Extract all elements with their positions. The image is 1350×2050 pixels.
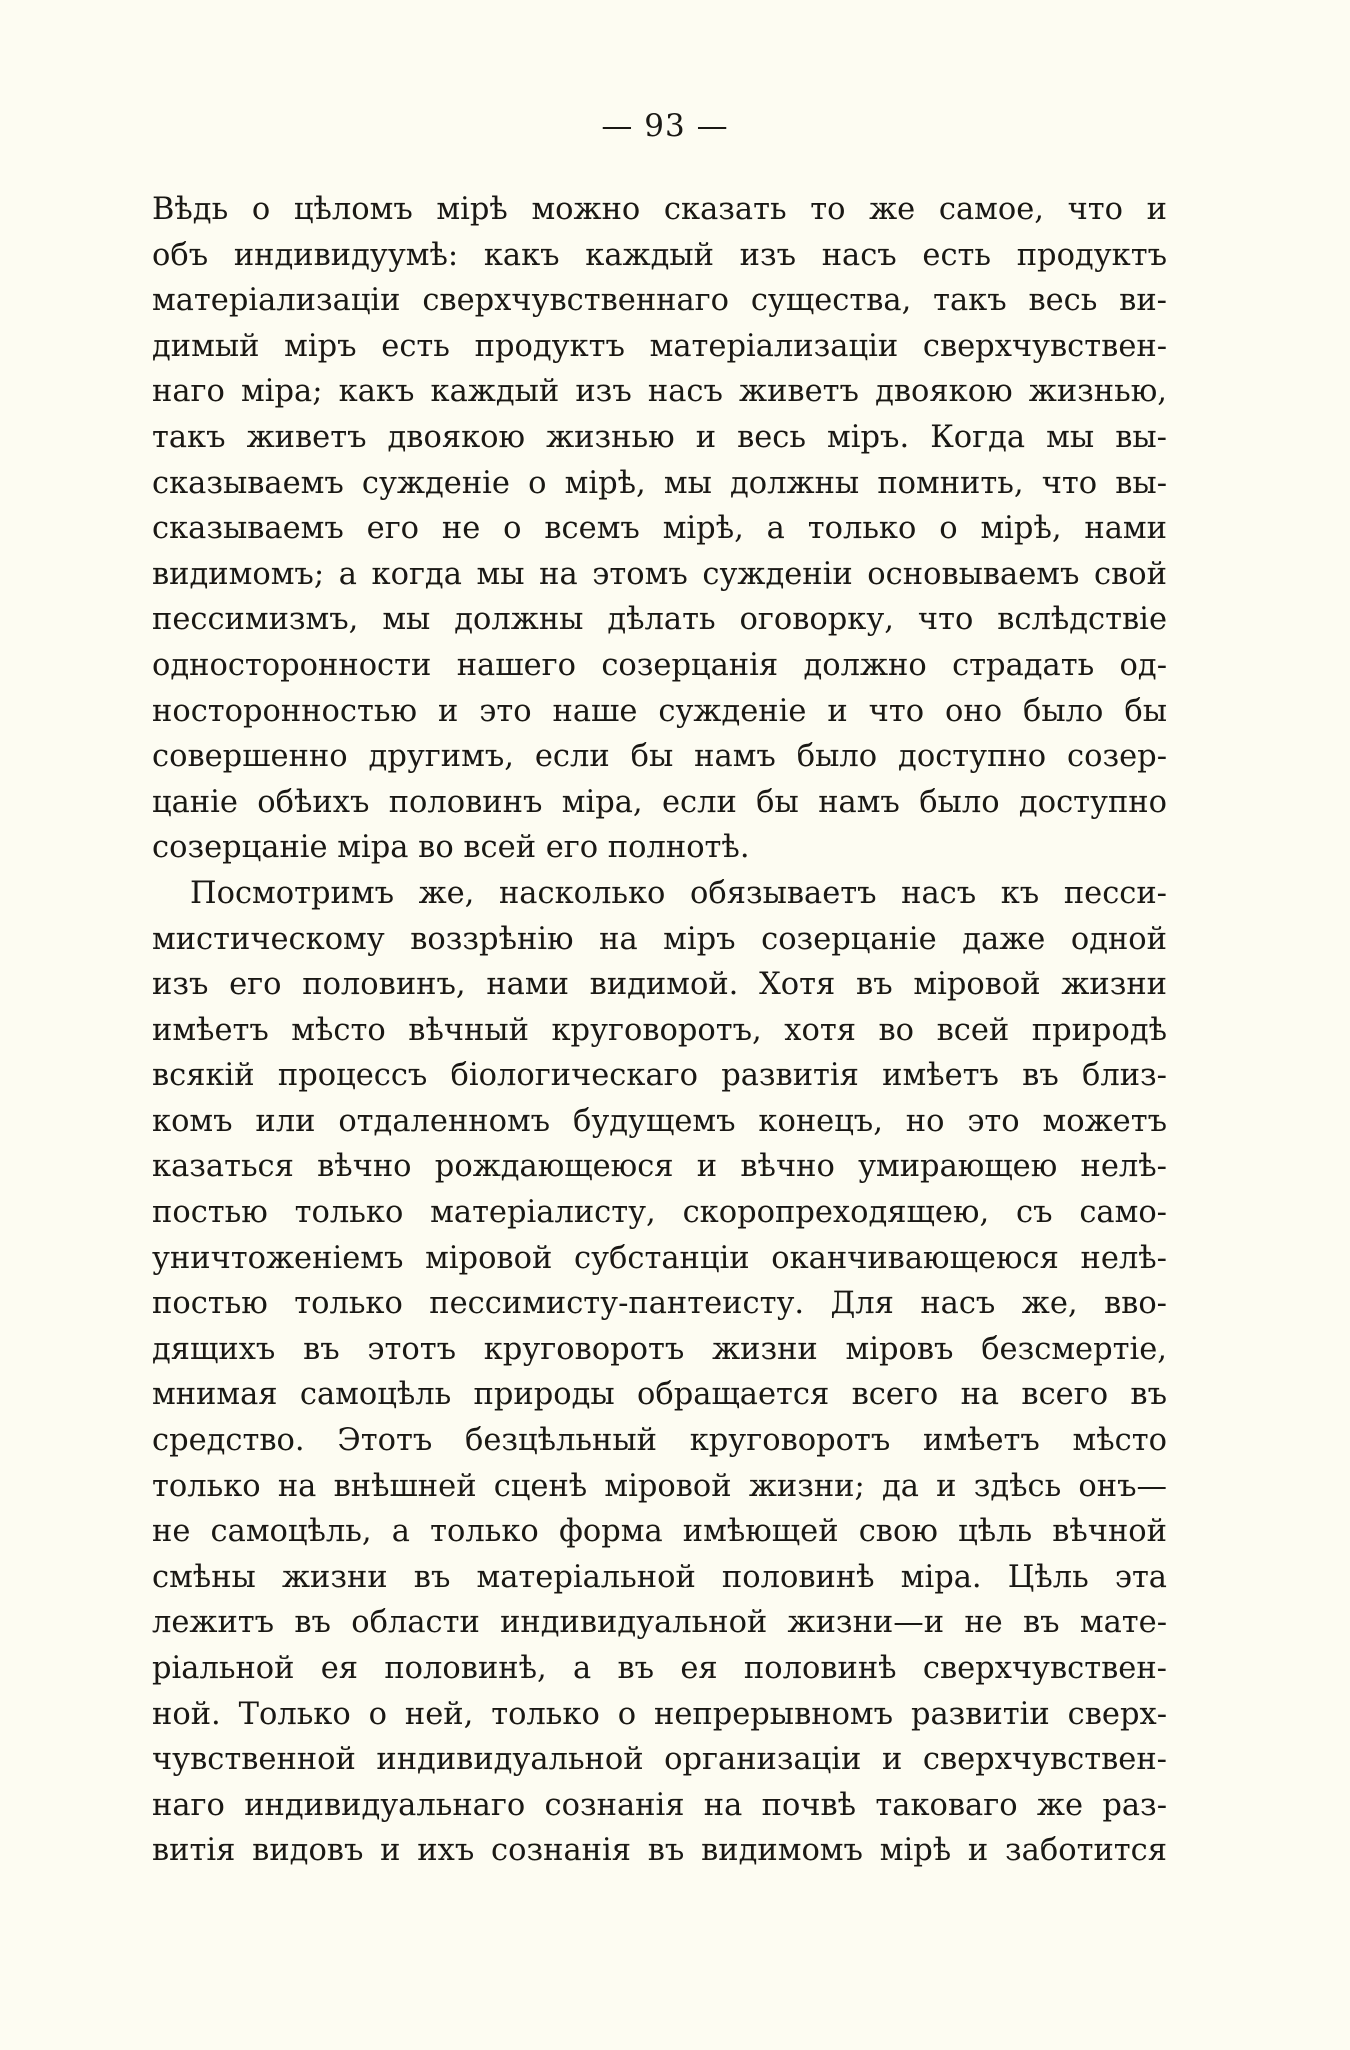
text-line: постью только матеріалисту, скоропреходящею, съ само- [152,1195,1167,1231]
text-line: только на внѣшней сценѣ міровой жизни; да и здѣсь онъ— [152,1468,1167,1504]
body-text [152,187,1167,1874]
paragraph [152,187,1167,871]
text-line: не самоцѣль, а только форма имѣющей свою цѣль вѣчной [152,1514,1167,1550]
text-line: изъ его половинъ, нами видимой. Хотя въ міровой жизни [152,967,1167,1003]
text-line: наго міра; какъ каждый изъ насъ живетъ двоякою жизнью, [152,374,1167,410]
text-line: витія видовъ и ихъ сознанія въ видимомъ мірѣ и заботится [152,1833,1167,1869]
text-line: носторонностью и это наше сужденіе и что оно было бы [152,693,1167,729]
text-line: сказываемъ сужденіе о мірѣ, мы должны помнить, что вы- [152,465,1167,501]
text-line: дящихъ въ этотъ круговоротъ жизни міровъ безсмертіе, [152,1331,1167,1367]
text-line: всякій процессъ біологическаго развитія имѣетъ въ близ- [152,1058,1167,1094]
text-line: ной. Только о ней, только о непрерывномъ развитіи сверх- [152,1696,1167,1732]
text-line: постью только пессимисту-пантеисту. Для насъ же, вво- [152,1286,1167,1322]
text-line: смѣны жизни въ матеріальной половинѣ міра. Цѣль эта [152,1559,1167,1595]
text-line: мнимая самоцѣль природы обращается всего на всего въ [152,1377,1167,1413]
text-line: такъ живетъ двоякою жизнью и весь міръ. Когда мы вы- [152,419,1167,455]
text-line: цаніе обѣихъ половинъ міра, если бы намъ было доступно [152,784,1167,820]
text-line: мистическому воззрѣнію на міръ созерцаніе даже одной [152,921,1167,957]
text-line: димый міръ есть продуктъ матеріализаціи сверхчувствен- [152,328,1167,364]
text-line: чувственной индивидуальной организаціи и сверхчувствен- [152,1742,1167,1778]
text-line: лежитъ въ области индивидуальной жизни—и не въ мате- [152,1605,1167,1641]
text-line: пессимизмъ, мы должны дѣлать оговорку, что вслѣдствіе [152,602,1167,638]
text-line: объ индивидуумѣ: какъ каждый изъ насъ есть продуктъ [152,237,1167,273]
paragraph [152,871,1167,1874]
text-line: созерцаніе міра во всей его полнотѣ. [152,830,750,866]
page-number: — 93 — [601,108,729,144]
text-line: сказываемъ его не о всемъ мірѣ, а только о мірѣ, нами [152,511,1167,547]
text-line: Посмотримъ же, насколько обязываетъ насъ къ песси- [190,875,1167,911]
text-line: ріальной ея половинѣ, а въ ея половинѣ сверхчувствен- [152,1651,1167,1686]
text-line: комъ или отдаленномъ будущемъ конецъ, но это можетъ [152,1103,1167,1139]
text-line: Вѣдь о цѣломъ мірѣ можно сказать то же самое, что и [152,192,1167,227]
text-line: наго индивидуальнаго сознанія на почвѣ таковаго же раз- [152,1787,1167,1823]
text-line: уничтоженіемъ міровой субстанціи оканчивающеюся нелѣ- [152,1240,1167,1276]
text-line: имѣетъ мѣсто вѣчный круговоротъ, хотя во всей природѣ [152,1012,1167,1048]
text-line: казаться вѣчно рождающеюся и вѣчно умирающею нелѣ- [152,1149,1167,1185]
text-line: совершенно другимъ, если бы намъ было доступно созер- [152,739,1167,775]
text-line: односторонности нашего созерцанія должно страдать од- [152,647,1167,683]
text-line: матеріализаціи сверхчувственнаго существа, такъ весь ви- [152,283,1167,319]
text-line: средство. Этотъ безцѣльный круговоротъ имѣетъ мѣсто [152,1423,1167,1459]
text-line: видимомъ; а когда мы на этомъ сужденіи основываемъ свой [152,556,1167,592]
